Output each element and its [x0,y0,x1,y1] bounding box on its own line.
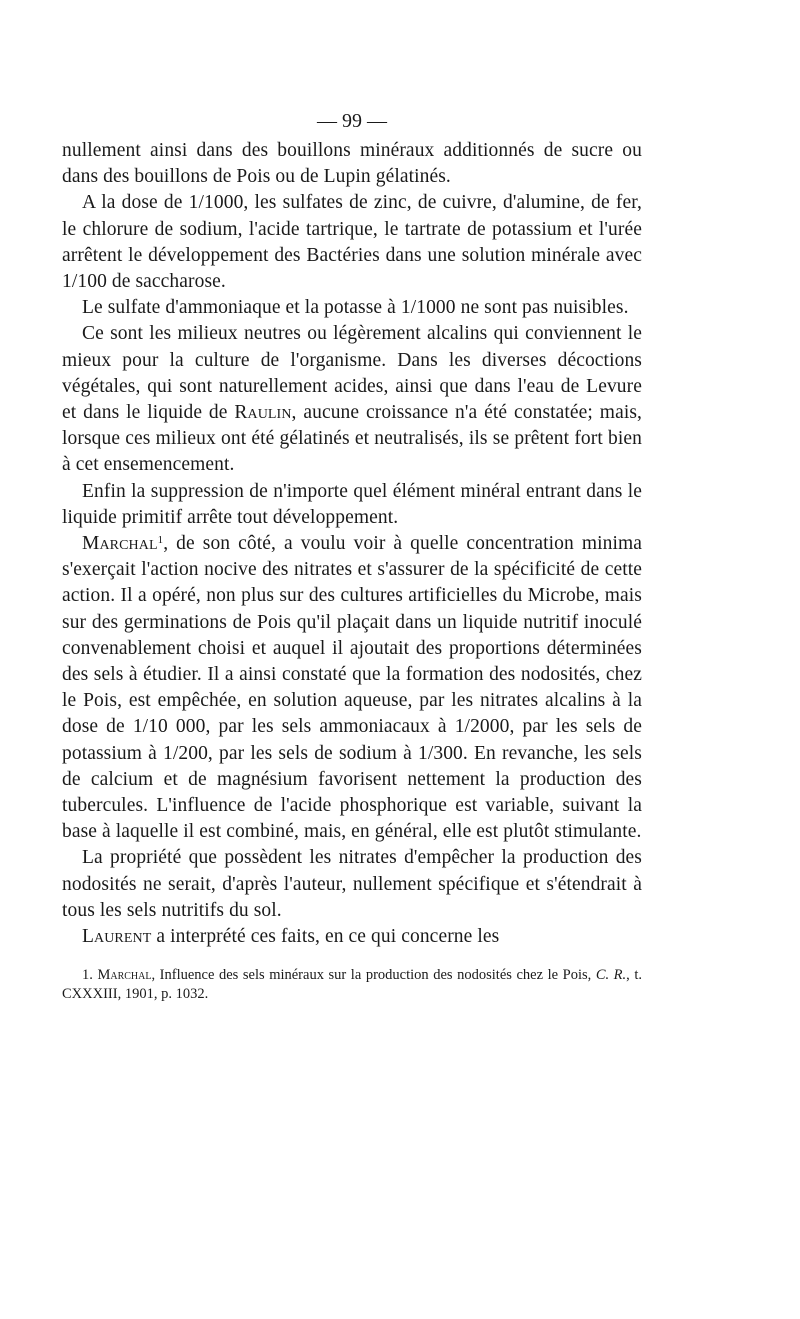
author-name-raulin: Raulin [234,402,292,424]
paragraph-2-text: A la dose de 1/1000, les sulfates de zinc, de cuivre, d'alumine, de fer, le chlorure de sodium, l'acide tartrique, le tartrate de potassium et l'urée arrêtent le développement des Bactéries dans une solution minérale avec 1/100 de saccharose. [62,192,642,293]
footnote-text-2: , t. CXXXIII, 1901, p. 1032. [62,967,643,1003]
paragraph-6-text: , de son côté, a voulu voir à quelle concentration minima s'exerçait l'action nocive des nitrates et s'assurer de la spécificité de cette action. Il a opéré, non plus sur des cultures artificielles du Microbe, mais sur des germinations de Pois qu'il plaçait dans un liquide nutritif inoculé convenablement choisi et auquel il ajoutait des proportions déterminées des sels à étudier. Il a ainsi constaté que la formation des nodosités, chez le Pois, est empêchée, en solution aqueuse, par les nitrates alcalins à la dose de 1/10 000, par les sels ammoniacaux à 1/2000, par les sels de potassium à 1/200, par les sels de sodium à 1/300. En revanche, les sels de calcium et de magnésium favorisent nettement la production des tubercules. L'influence de l'acide phosphorique est variable, suivant la base à laquelle il est combiné, mais, en général, elle est plutôt stimulante. [62,533,642,843]
paragraph-4-text-after: , aucune croissance n'a été constatée; mais, lorsque ces milieux ont été gélatinés et neutralisés, ils se prêtent fort bien à cet ensemencement. [62,402,642,476]
paragraph-4 [62,321,642,478]
paragraph-4-text-before: Ce sont les milieux neutres ou légèrement alcalins qui conviennent le mieux pour la culture de l'organisme. Dans les diverses décoctions végétales, qui sont naturellement acides, ainsi que dans l'eau de Levure et dans le liquide de [62,323,642,424]
paragraph-3-text: Le sulfate d'ammoniaque et la potasse à 1/1000 ne sont pas nuisibles. [82,297,629,319]
paragraph-7 [62,845,642,924]
paragraph-3 [62,295,642,321]
paragraph-5 [62,479,642,531]
footnote-text-1: , Influence des sels minéraux sur la production des nodosités chez le Pois, [151,967,596,984]
paragraph-6 [62,531,642,845]
footnote-reference: 1 [157,534,164,546]
footnote-number: 1. [82,967,93,984]
footnote-author: Marchal [97,967,152,984]
paragraph-8-text: a interprété ces faits, en ce qui concerne les [151,926,500,948]
paragraph-1 [62,138,642,190]
page-number: — 99 — [317,110,387,132]
paragraph-7-text: La propriété que possèdent les nitrates d'empêcher la production des nodosités ne serait, d'après l'auteur, nullement spécifique et s'étendrait à tous les sels nutritifs du sol. [62,847,642,921]
author-name-marchal: Marchal [82,533,158,555]
paragraph-2 [62,190,642,295]
footnote [62,966,642,1004]
paragraph-8 [62,924,642,950]
paragraph-1-text: nullement ainsi dans des bouillons minéraux additionnés de sucre ou dans des bouillons de Pois ou de Lupin gélatinés. [62,140,642,188]
paragraph-5-text: Enfin la suppression de n'importe quel élément minéral entrant dans le liquide primitif arrête tout développement. [62,480,642,528]
document-page [62,108,642,1004]
footnote-journal: C. R. [595,967,627,984]
body-text [62,138,642,950]
author-name-laurent: Laurent [82,926,152,948]
